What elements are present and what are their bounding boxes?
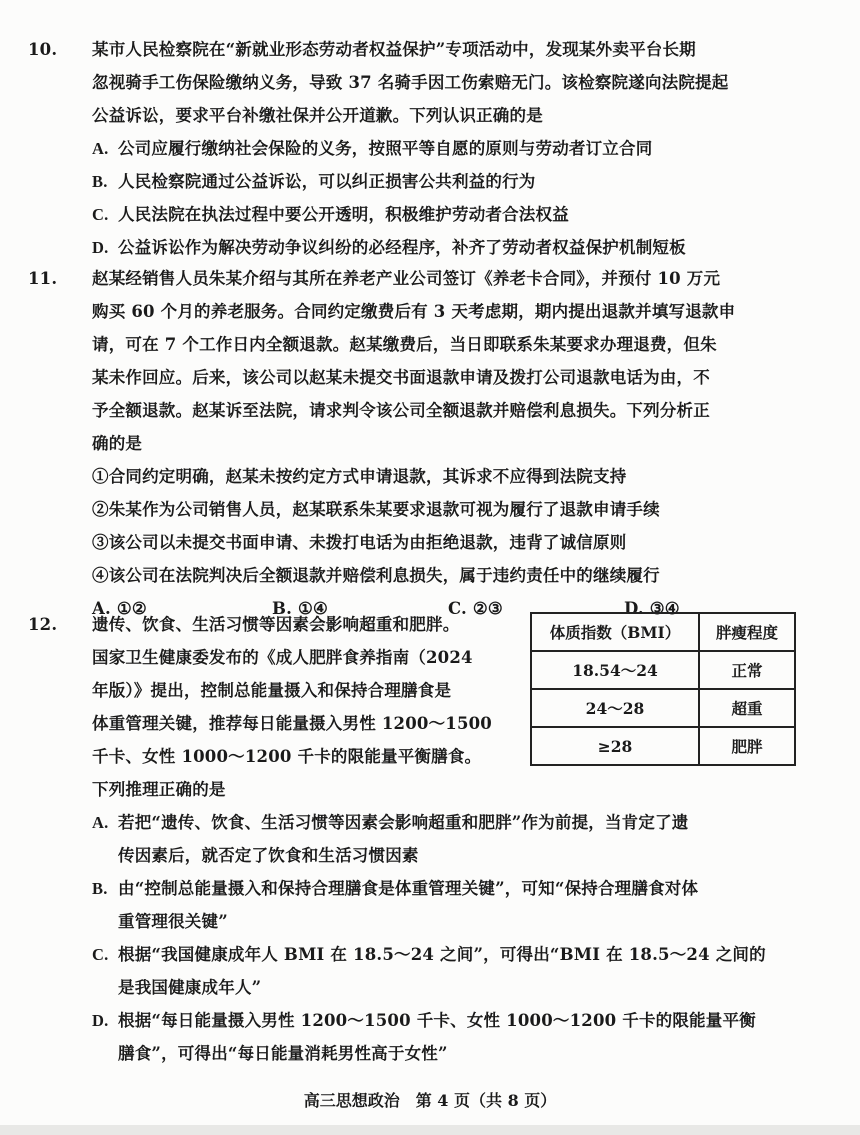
question-text: 公益诉讼，要求平台补缴社保并公开道歉。下列认识正确的是 — [92, 106, 543, 125]
question-text: 购买 60 个月的养老服务。合同约定缴费后有 3 天考虑期，期内提出退款并填写退款申 — [92, 302, 736, 321]
option-c[interactable]: C. 人民法院在执法过程中要公开透明，积极维护劳动者合法权益 — [92, 205, 569, 224]
question-text: 赵某经销售人员朱某介绍与其所在养老产业公司签订《养老卡合同》，并预付 10 万元 — [92, 269, 721, 288]
choice-d[interactable]: D. ③④ — [624, 599, 680, 618]
choice-b[interactable]: B. ①④ — [272, 599, 329, 618]
question-text: 下列推理正确的是 — [92, 780, 226, 799]
choice-a[interactable]: A. ①② — [92, 599, 147, 618]
question-text: 千卡、女性 1000～1200 千卡的限能量平衡膳食。 — [92, 747, 482, 766]
option-b[interactable]: B. 人民检察院通过公益诉讼，可以纠正损害公共利益的行为 — [92, 172, 536, 191]
question-number: 12. — [28, 615, 58, 634]
question-text: 某未作回应。后来，该公司以赵某未提交书面退款申请及拨打公司退款电话为由，不 — [92, 368, 710, 387]
page-footer: 高三思想政治 第 4 页（共 8 页） — [303, 1091, 557, 1110]
table-cell: ≥28 — [531, 727, 699, 765]
statement-1: ①合同约定明确，赵某未按约定方式申请退款，其诉求不应得到法院支持 — [92, 467, 627, 486]
option-a-cont: 传因素后，就否定了饮食和生活习惯因素 — [118, 846, 419, 865]
question-text: 确的是 — [92, 434, 143, 453]
statement-2: ②朱某作为公司销售人员，赵某联系朱某要求退款可视为履行了退款申请手续 — [92, 500, 660, 519]
option-c[interactable]: C. 根据“我国健康成年人 BMI 在 18.5～24 之间”，可得出“BMI 在 18.5～24 之间的 — [92, 945, 766, 964]
question-text: 遗传、饮食、生活习惯等因素会影响超重和肥胖。 — [92, 615, 460, 634]
statement-3: ③该公司以未提交书面申请、未拨打电话为由拒绝退款，违背了诚信原则 — [92, 533, 627, 552]
table-header-row — [531, 613, 795, 651]
question-number: 10. — [28, 40, 58, 59]
question-number: 11. — [28, 269, 58, 288]
question-text: 国家卫生健康委发布的《成人肥胖食养指南（2024 — [92, 648, 473, 667]
table-cell: 超重 — [699, 689, 795, 727]
option-b-cont: 重管理很关键” — [118, 912, 228, 931]
question-text: 某市人民检察院在“新就业形态劳动者权益保护”专项活动中，发现某外卖平台长期 — [92, 40, 696, 59]
option-d-cont: 膳食”，可得出“每日能量消耗男性高于女性” — [118, 1044, 448, 1063]
table-header: 胖瘦程度 — [699, 613, 795, 651]
statement-4: ④该公司在法院判决后全额退款并赔偿利息损失，属于违约责任中的继续履行 — [92, 566, 660, 585]
question-text: 年版）》提出，控制总能量摄入和保持合理膳食是 — [92, 681, 452, 700]
option-c-cont: 是我国健康成年人” — [118, 978, 262, 997]
table-cell: 24～28 — [531, 689, 699, 727]
option-a[interactable]: A. 若把“遗传、饮食、生活习惯等因素会影响超重和肥胖”作为前提，当肯定了遗 — [92, 813, 689, 832]
table-row — [531, 689, 795, 727]
table-row — [531, 651, 795, 689]
question-text: 体重管理关键，推荐每日能量摄入男性 1200～1500 — [92, 714, 492, 733]
question-10 — [28, 33, 729, 264]
table-cell: 肥胖 — [699, 727, 795, 765]
option-a[interactable]: A. 公司应履行缴纳社会保险的义务，按照平等自愿的原则与劳动者订立合同 — [92, 139, 653, 158]
table-row — [531, 727, 795, 765]
table-cell: 正常 — [699, 651, 795, 689]
option-d[interactable]: D. 公益诉讼作为解决劳动争议纠纷的必经程序，补齐了劳动者权益保护机制短板 — [92, 238, 686, 257]
question-text: 请，可在 7 个工作日内全额退款。赵某缴费后，当日即联系朱某要求办理退费，但朱 — [92, 335, 717, 354]
question-text: 予全额退款。赵某诉至法院，请求判令该公司全额退款并赔偿利息损失。下列分析正 — [92, 401, 710, 420]
option-d[interactable]: D. 根据“每日能量摄入男性 1200～1500 千卡、女性 1000～1200 千卡的限能量平衡 — [92, 1011, 756, 1030]
bmi-table — [530, 612, 796, 766]
scan-edge — [0, 1125, 860, 1135]
table-header: 体质指数（BMI） — [531, 613, 699, 651]
table-cell: 18.54～24 — [531, 651, 699, 689]
option-b[interactable]: B. 由“控制总能量摄入和保持合理膳食是体重管理关键”，可知“保持合理膳食对体 — [92, 879, 699, 898]
question-11 — [28, 262, 736, 625]
choice-c[interactable]: C. ②③ — [448, 599, 503, 618]
question-text: 忽视骑手工伤保险缴纳义务，导致 37 名骑手因工伤索赔无门。该检察院遂向法院提起 — [92, 73, 729, 92]
